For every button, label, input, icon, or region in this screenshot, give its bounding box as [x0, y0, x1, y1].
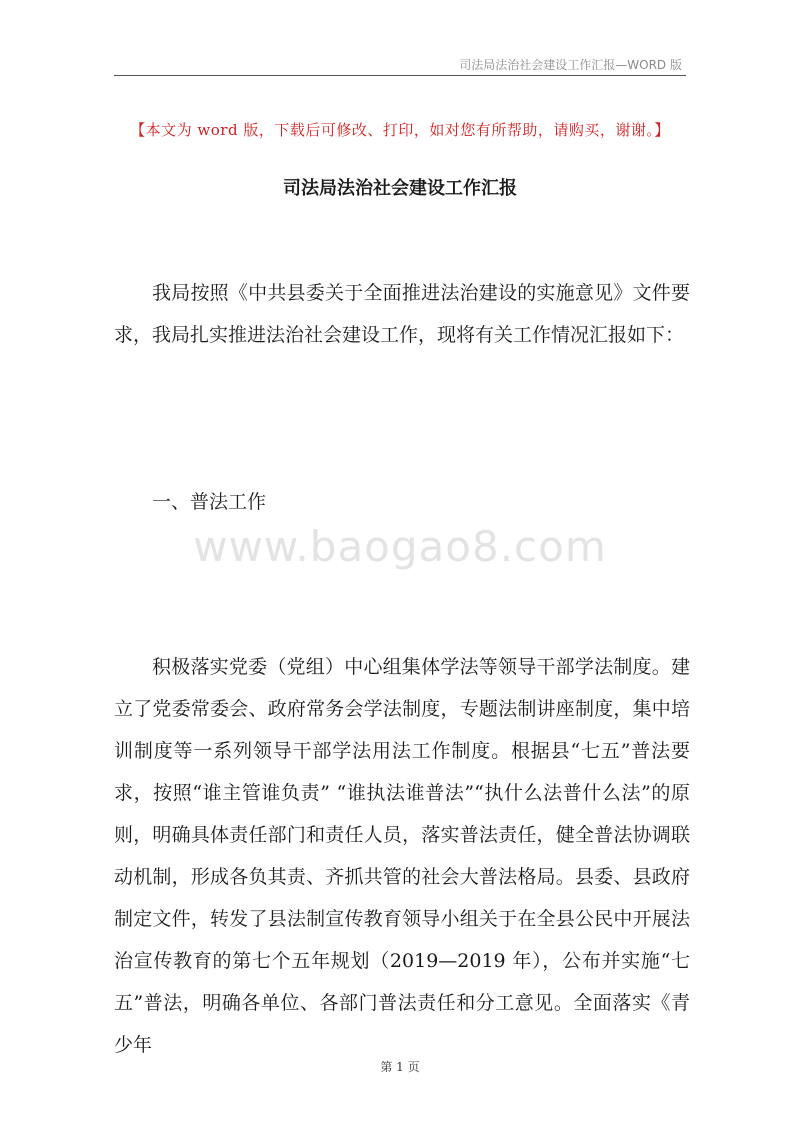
- watermark: www.baogao8.com: [193, 522, 607, 571]
- intro-paragraph: 我局按照《中共县委关于全面推进法治建设的实施意见》文件要求，我局扎实推进法治社会建设工作，现将有关工作情况汇报如下：: [114, 282, 690, 346]
- running-header: 司法局法治社会建设工作汇报—WORD 版: [459, 58, 682, 72]
- document-title: 司法局法治社会建设工作汇报: [283, 178, 517, 199]
- header-divider: [114, 75, 686, 76]
- page-number: 第 1 页: [380, 1060, 420, 1074]
- body-paragraph: 积极落实党委（党组）中心组集体学法等领导干部学法制度。建立了党委常委会、政府常务会学法制度，专题法制讲座制度，集中培训制度等一系列领导干部学法用法工作制度。根据县“七五”普法要求，按照“谁主管谁负责” “谁执法谁普法”“执什么法普什么法”的原则，明确具体责任部门和责任人员，落实普法责任，健全普法协调联动机制，形成各负其责、齐抓共管的社会大普法格局。县委、县政府制定文件，转发了县法制宣传教育领导小组关于在全县公民中开展法治宣传教育的第七个五年规划（2019—2019 年），公布并实施“七五”普法，明确各单位、各部门普法责任和分工意见。全面落实《青少年: [114, 656, 690, 1056]
- download-notice: 【本文为 word 版，下载后可修改、打印，如对您有所帮助，请购买，谢谢。】: [130, 121, 670, 139]
- section-heading: 一、普法工作: [152, 491, 267, 513]
